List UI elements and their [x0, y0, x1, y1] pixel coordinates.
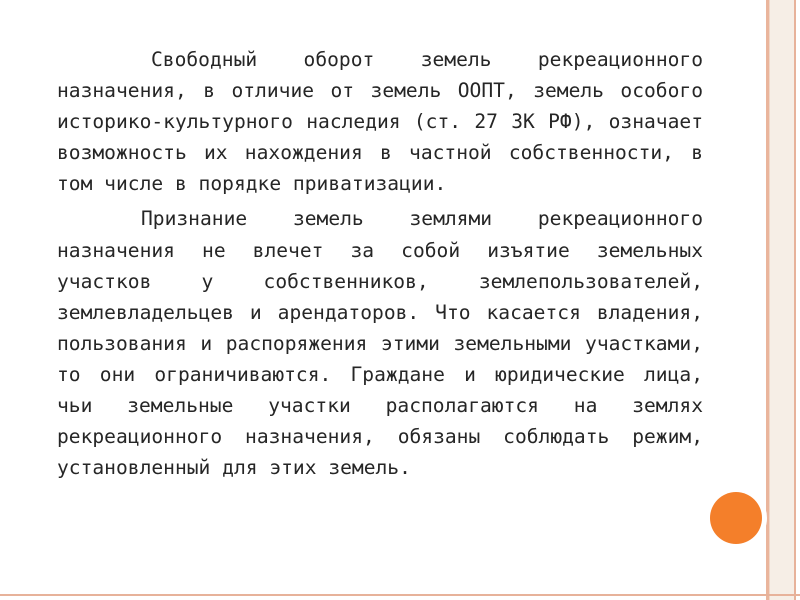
- decorative-side-band: [769, 0, 794, 600]
- orange-circle-decoration: [710, 492, 762, 544]
- frame-line-outer: [794, 0, 796, 600]
- slide-body-text: [57, 44, 703, 483]
- band-divider-line: [769, 0, 770, 600]
- frame-line-bottom: [0, 594, 800, 596]
- paragraph-free-circulation: Свободный оборот земель рекреационного назначения, в отличие от земель ООПТ, земель особого историко-культурного наследия (ст. 27 ЗК РФ), означает возможность их нахождения в частной собственности, в том числе в порядке приватизации.: [57, 48, 703, 196]
- frame-line-inner: [766, 0, 769, 600]
- paragraph-recognition-of-lands: Признание земель землями рекреационного назначения не влечет за собой изъятие земельных участков у собственников, землепользователей, землевладельцев и арендаторов. Что касается владения, пользования и распоряжения этими земельными участками, то они ограничиваются. Граждане и юридические лица, чьи земельные участки располагаются на землях рекреационного назначения, обязаны соблюдать режим, установленный для этих земель.: [57, 207, 703, 480]
